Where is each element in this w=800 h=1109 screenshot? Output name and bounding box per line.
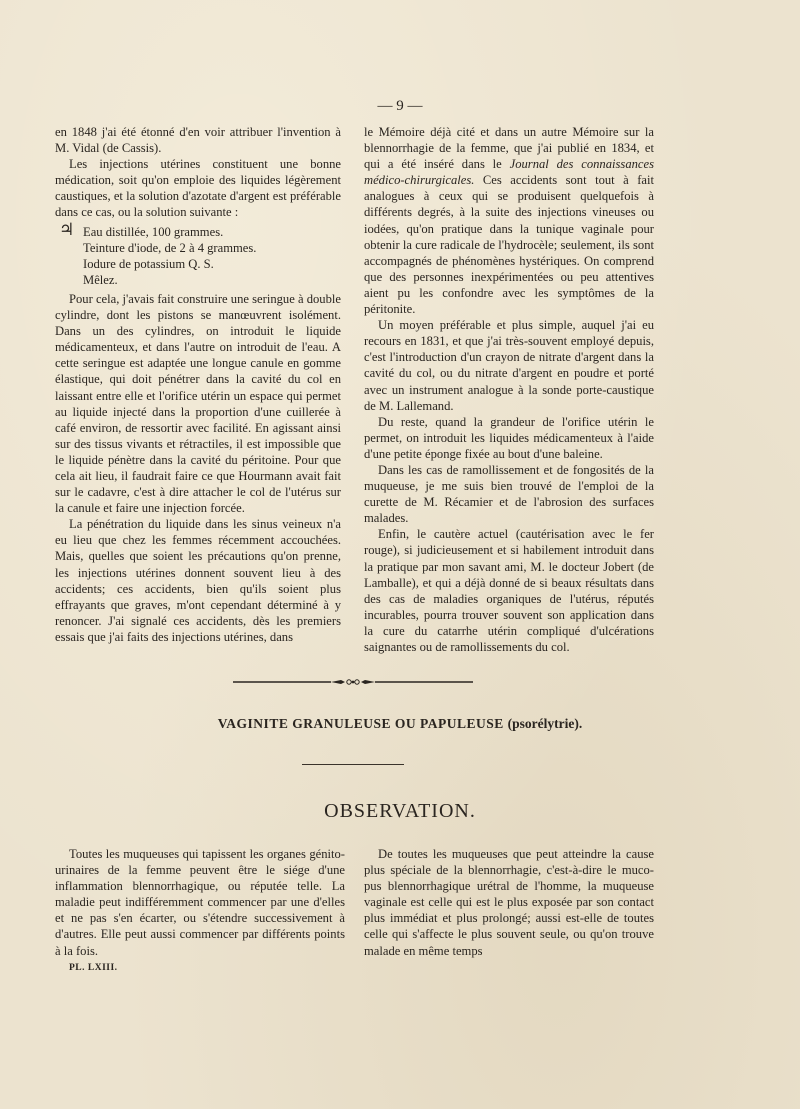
recipe-symbol: ♃ (59, 219, 75, 239)
paragraph: Pour cela, j'avais fait construire une seringue à double cylindre, dont les pistons se manœuvrent isolément. Dans un des cylindres, on introduit le liquide médicamenteux, et dans l'autre on introduit de l'eau. A cette seringue est adaptée une longue canule en gomme élastique, qui doit pénétrer dans la cavité du col en laissant entre elle et l'orifice utérin un espace qui permet au liquide injecté dans la proportion d'une cuillerée à café environ, de ressortir avec facilité. En agissant ainsi sur des tissus vivants et rétractiles, il est impossible que le liquide pénètre dans la cavité du péritoine. Pour que cela ait lieu, il faudrait faire ce que Hourmann avait fait sur le cadavre, c'est à dire attacher le col de l'utérus sur la canule et faire une injection forcée. (55, 291, 341, 516)
paragraph: De toutes les muqueuses que peut atteindre la cause plus spéciale de la blennorrhagie, c'est-à-dire le muco-pus blennorrhagique urétral de l'homme, la muqueuse vaginale est celle qui est le plus exposée par son contact plus immédiat et plus prolongé; aussi est-elle de toutes celle qui s'affecte le plus souvent seule, ou qu'on trouve malade en même temps (364, 847, 654, 958)
section-title (0, 716, 800, 732)
plate-reference: PL. LXIII. (69, 962, 118, 973)
recipe-line: Mêlez. (83, 272, 118, 287)
paragraph: Toutes les muqueuses qui tapissent les organes génito-urinaires de la femme peuvent être le siége d'une inflammation blennorrhagique, ou réputée telle. La maladie peut indifféremment commencer par une d'elles et ne pas s'en écarter, ou s'étendre successivement à d'autres. Elle peut aussi commencer par différents points à la fois. (55, 847, 345, 958)
left-column-bottom (55, 846, 345, 976)
recipe-line: Teinture d'iode, de 2 à 4 grammes. (83, 240, 257, 255)
divider-rule (302, 764, 404, 765)
paragraph: Dans les cas de ramollissement et de fongosités de la muqueuse, je me suis bien trouvé de l'emploi de la curette de M. Récamier et de l'abrosion des surfaces malades. (364, 462, 654, 526)
page-number: — 9 — (377, 98, 423, 114)
section-title-sub: (psorélytrie). (507, 716, 583, 731)
paragraph: Un moyen préférable et plus simple, auquel j'ai eu recours en 1831, et que j'ai très-souvent employé depuis, c'est l'introduction d'un crayon de nitrate d'argent dans la cavité du col, ou du nitrate d'argent en poudre et porté avec un instrument analogue à la sonde porte-caustique de M. Lallemand. (364, 318, 654, 413)
paragraph: Enfin, le cautère actuel (cautérisation avec le fer rouge), si judicieusement et si habilement introduit dans la pratique par mon savant ami, M. le docteur Jobert (de Lamballe), et qui a déjà donné de si beaux résultats dans des cas de maladies organiques de l'utérus, réputés incurables, pourra trouver souvent son application dans la cure du catarrhe utérin compliqué d'ulcérations saignantes ou de ramollissements du col. (364, 527, 654, 654)
paragraph: Les injections utérines constituent une bonne médication, soit qu'on emploie des liquides légèrement caustiques, et la solution d'azotate d'argent est préférable dans ce cas, ou la solution suivante : (55, 157, 341, 220)
section-title-main: VAGINITE GRANULEUSE OU PAPULEUSE (217, 716, 504, 731)
paragraph: en 1848 j'ai été étonné d'en voir attribuer l'invention à M. Vidal (de Cassis). (55, 125, 341, 156)
paragraph: Du reste, quand la grandeur de l'orifice utérin le permet, on introduit les liquides médicamenteux à l'aide d'une petite éponge fixée au bout d'une baleine. (364, 414, 654, 461)
right-column-bottom (364, 846, 654, 959)
left-column-top (55, 124, 341, 645)
text-span: le Mémoire déjà cité et dans un autre Mémoire sur la blennorrhagie de la femme, que j'ai publié en 1834, et qui a été inséré dans le (364, 125, 654, 172)
recipe-line: Eau distillée, 100 grammes. (83, 224, 224, 239)
paragraph (364, 124, 654, 317)
ornamental-divider (233, 677, 473, 687)
journal-title: Journal des connaissances médico-chirurgicales. (364, 157, 654, 188)
observation-title: OBSERVATION. (324, 800, 476, 822)
right-column-top (364, 124, 654, 655)
paragraph: La pénétration du liquide dans les sinus veineux n'a eu lieu que chez les femmes récemment accouchées. Mais, quelles que soient les précautions qu'on prenne, les injections utérines donnent souvent lieu à des accidents; ces accidents, bien qu'ils soient plus effrayants que graves, m'ont cependant déterminé à y renoncer. J'ai signalé ces accidents, dès les premiers essais que j'ai faits des injections utérines, dans (55, 517, 341, 644)
recipe-line: Iodure de potassium Q. S. (83, 256, 214, 271)
recipe (59, 219, 341, 288)
text-span: Ces accidents sont tout à fait analogues à ceux qui se produisent quelquefois à différents degrés, à la suite des injections vineuses ou iodées, qu'on pratique dans la tunique vaginale pour obtenir la cure radicale de l'hydrocèle; seulement, ils sont accompagnés de phénomènes hystériques. On comprend que des personnes inexpérimentées ou peu attentives aient pu les confondre avec les symptômes de la péritonite. (364, 173, 654, 317)
